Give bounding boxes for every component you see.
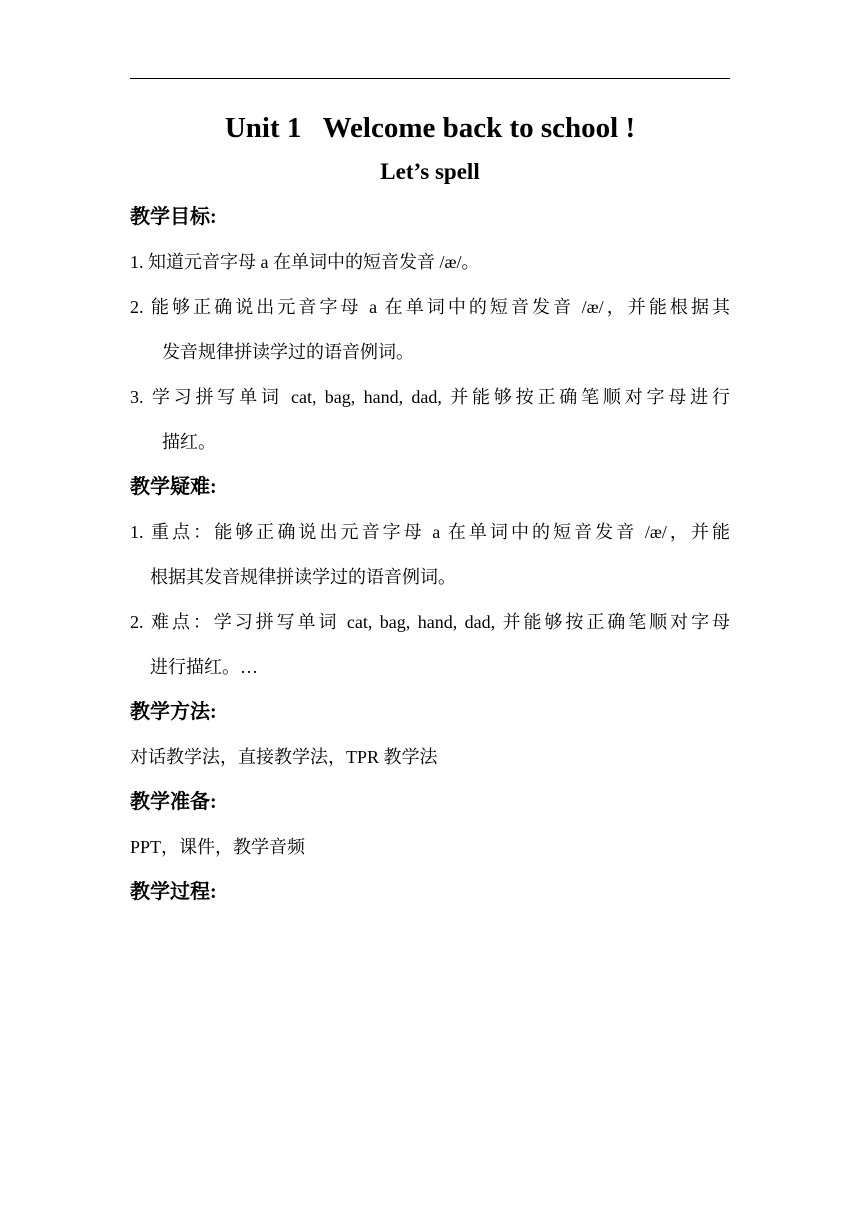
- objective-line-2-cont: 发音规律拼读学过的语音例词。: [162, 342, 414, 362]
- objective-line-3-cont: 描红。: [162, 432, 216, 452]
- difficulty-line-1-cont: 根据其发音规律拼读学过的语音例词。: [150, 567, 456, 587]
- section-heading-methods: 教学方法:: [130, 701, 217, 723]
- preparation-line: PPT，课件，教学音频: [130, 837, 306, 857]
- objective-line-1: 1. 知道元音字母 a 在单词中的短音发音 /æ/。: [130, 252, 480, 272]
- difficulty-line-2: 2. 难点：学习拼写单词 cat, bag, hand, dad, 并能够按正确笔顺对字母: [130, 612, 730, 632]
- header-rule: [130, 78, 730, 79]
- document-title: Unit 1 Welcome back to school !: [224, 112, 636, 144]
- objective-line-2: 2. 能够正确说出元音字母 a 在单词中的短音发音 /æ/，并能根据其: [130, 297, 730, 317]
- section-heading-objectives: 教学目标:: [130, 206, 217, 228]
- section-heading-process: 教学过程:: [130, 881, 217, 903]
- section-heading-preparation: 教学准备:: [130, 791, 217, 813]
- difficulty-line-1: 1. 重点：能够正确说出元音字母 a 在单词中的短音发音 /æ/，并能: [130, 522, 730, 542]
- objective-line-3: 3. 学习拼写单词 cat, bag, hand, dad, 并能够按正确笔顺对字母进行: [130, 387, 730, 407]
- methods-line: 对话教学法，直接教学法，TPR 教学法: [130, 747, 438, 767]
- document-subtitle: Let’s spell: [380, 159, 480, 184]
- section-heading-difficulties: 教学疑难:: [130, 476, 217, 498]
- difficulty-line-2-cont: 进行描红。…: [150, 657, 258, 677]
